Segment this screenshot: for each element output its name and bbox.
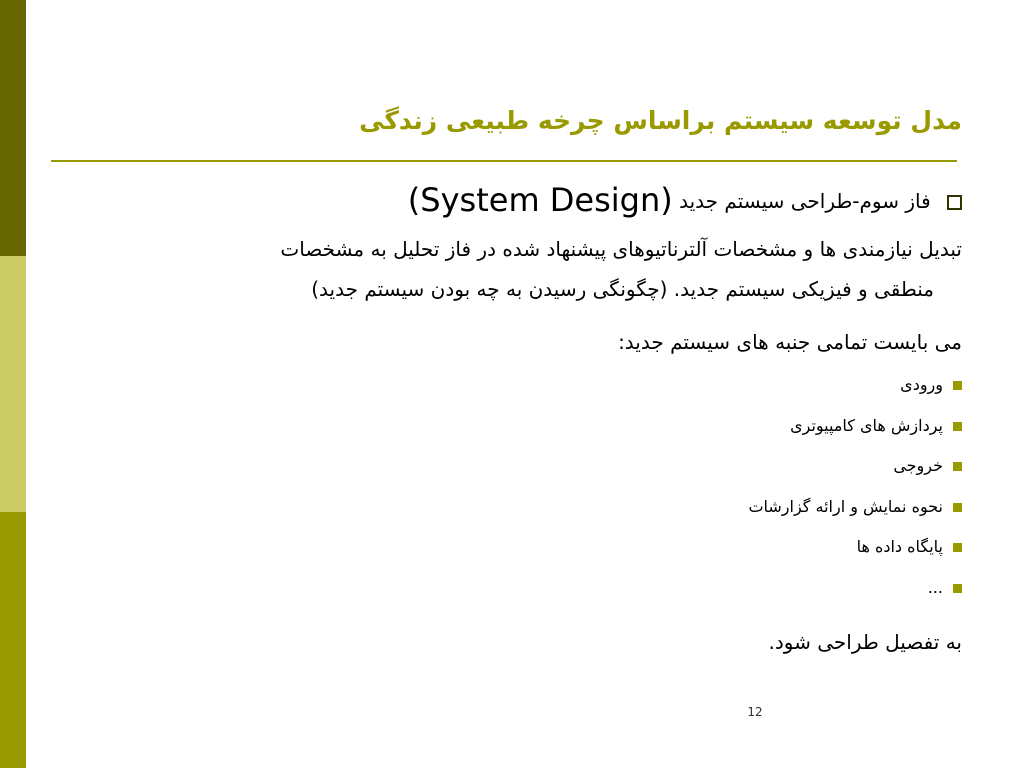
closing-line: به تفصیل طراحی شود.	[768, 630, 962, 654]
description-line-2: منطقی و فیزیکی سیستم جدید. (چگونگی رسیدن به چه بودن سیستم جدید)	[311, 277, 934, 301]
square-bullet-icon	[953, 543, 962, 552]
list-item-label: پردازش های کامپیوتری	[790, 415, 943, 435]
list-item	[262, 532, 962, 573]
description-paragraph	[62, 229, 962, 309]
list-item	[262, 573, 962, 614]
hollow-square-bullet-icon	[947, 195, 962, 210]
list-item-label: خروجی	[893, 456, 943, 475]
left-bar-light-segment	[0, 256, 26, 512]
list-item	[262, 492, 962, 533]
square-bullet-icon	[953, 422, 962, 431]
aspects-intro: می بایست تمامی جنبه های سیستم جدید:	[618, 330, 962, 354]
description-line-1: تبدیل نیازمندی ها و مشخصات آلترناتیوهای پیشنهاد شده در فاز تحلیل به مشخصات	[280, 237, 962, 261]
list-item-label: ورودی	[900, 375, 943, 394]
list-item-label: ...	[927, 577, 943, 597]
square-bullet-icon	[953, 503, 962, 512]
phase-heading-line	[62, 181, 962, 219]
phase-heading: فاز سوم-طراحی سیستم جدید	[679, 189, 931, 213]
left-decorative-bar	[0, 0, 26, 768]
square-bullet-icon	[953, 462, 962, 471]
list-item	[262, 411, 962, 452]
slide-title: مدل توسعه سیستم براساس چرخه طبیعی زندگی	[359, 106, 962, 135]
aspects-list	[262, 370, 962, 613]
left-bar-dark-segment	[0, 0, 26, 256]
list-item	[262, 451, 962, 492]
list-item-label: پایگاه داده ها	[856, 537, 943, 556]
list-item-label: نحوه نمایش و ارائه گزارشات	[748, 496, 943, 516]
left-bar-olive-segment	[0, 512, 26, 768]
square-bullet-icon	[953, 584, 962, 593]
phase-heading-latin: (System Design)	[407, 181, 673, 219]
square-bullet-icon	[953, 381, 962, 390]
title-underline	[51, 160, 957, 162]
list-item	[262, 370, 962, 411]
page-number: 12	[747, 705, 763, 719]
